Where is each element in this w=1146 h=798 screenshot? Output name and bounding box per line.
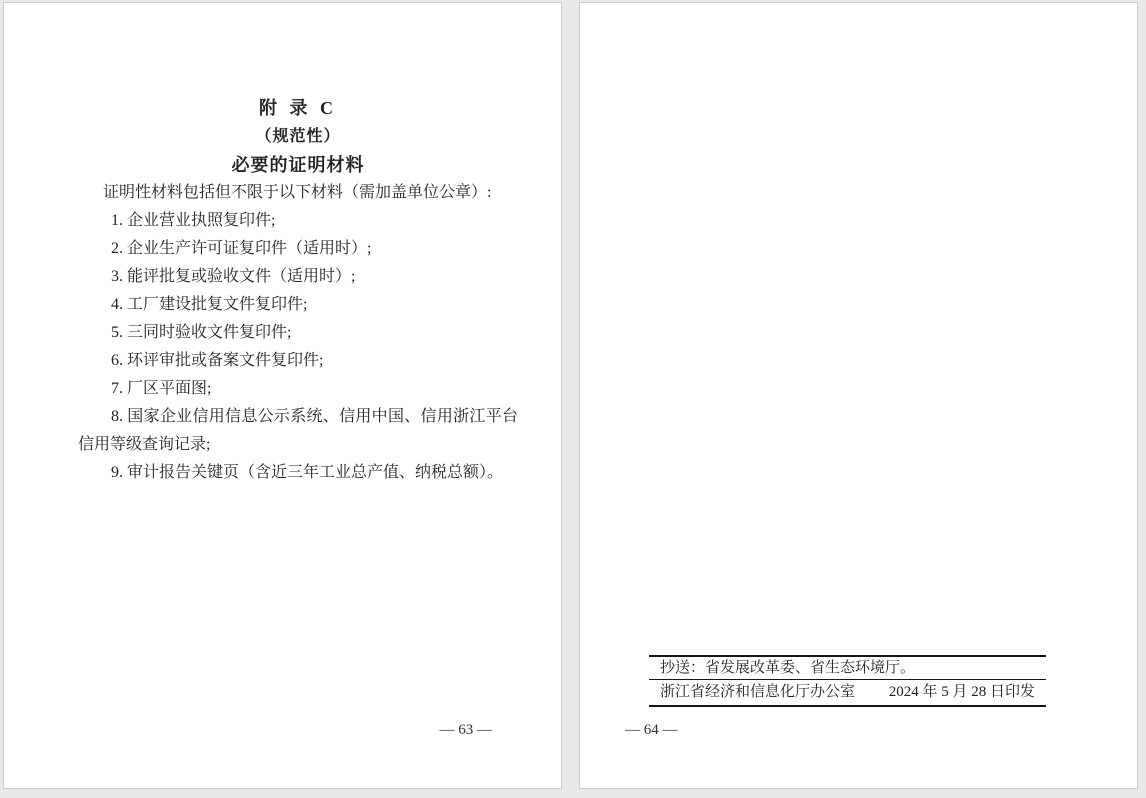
page-63 — [4, 3, 561, 788]
page-64 — [580, 3, 1137, 788]
page-63-content — [78, 3, 518, 487]
list-item-4: 4. 工厂建设批复文件复印件; — [111, 296, 308, 313]
list-item-9: 9. 审计报告关键页（含近三年工业总产值、纳税总额）。 — [111, 464, 504, 481]
page-number-64: — 64 — — [625, 722, 678, 738]
list-item-3: 3. 能评批复或验收文件（适用时）; — [111, 268, 356, 285]
intro-paragraph: 证明性材料包括但不限于以下材料（需加盖单位公章）: — [103, 184, 492, 201]
appendix-heading-group — [78, 3, 518, 179]
normative-label: （规范性） — [255, 128, 341, 145]
list-item-6: 6. 环评审批或备案文件复印件; — [111, 352, 324, 369]
cc-text: 抄送：省发展改革委、省生态环境厅。 — [660, 660, 916, 676]
issuer-name: 浙江省经济和信息化厅办公室 — [660, 684, 856, 700]
issuer-row — [649, 680, 1046, 705]
list-item-1: 1. 企业营业执照复印件; — [111, 212, 276, 229]
list-item-2: 2. 企业生产许可证复印件（适用时）; — [111, 240, 372, 257]
issuance-footer — [649, 655, 1046, 707]
cc-row — [649, 657, 1046, 680]
page-number-63: — 63 — — [439, 722, 492, 738]
list-item-8: 8. 国家企业信用信息公示系统、信用中国、信用浙江平台信用等级查询记录; — [78, 408, 518, 453]
appendix-label: 附 录 C — [259, 98, 337, 118]
print-date: 2024 年 5 月 28 日印发 — [888, 684, 1035, 700]
appendix-title: 必要的证明材料 — [231, 155, 365, 175]
list-item-5: 5. 三同时验收文件复印件; — [111, 324, 292, 341]
list-item-7: 7. 厂区平面图; — [111, 380, 212, 397]
